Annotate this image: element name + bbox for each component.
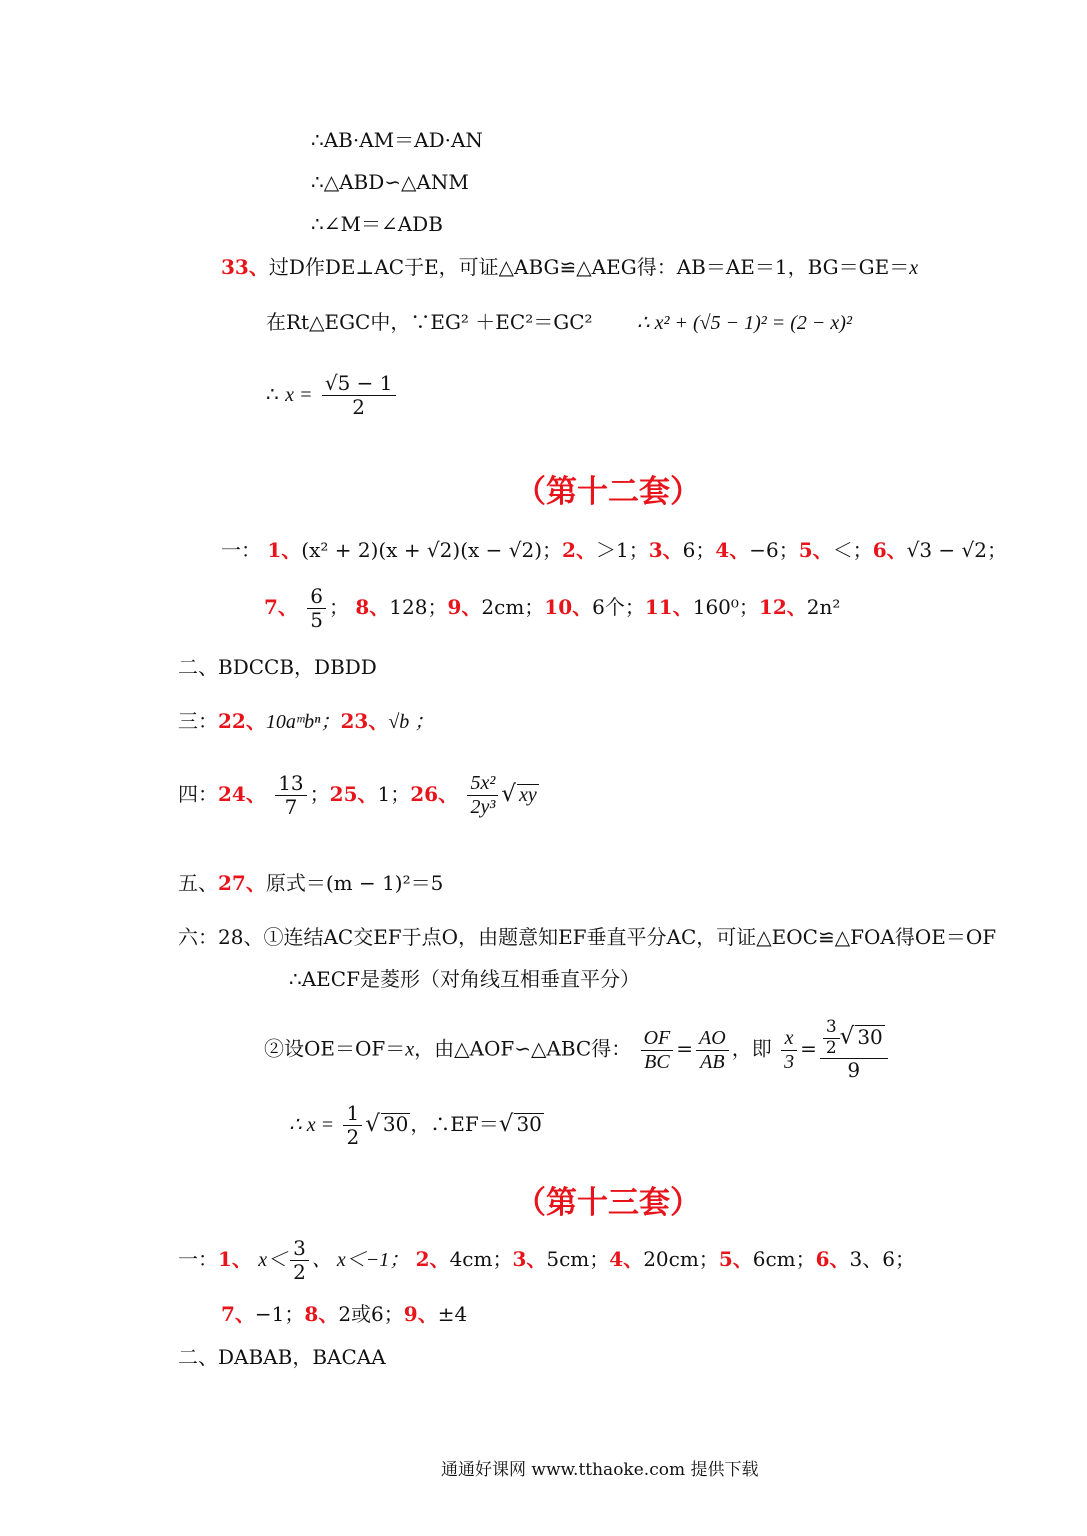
set12-q24-fraction [275,772,306,819]
set13-s1-items-row1 [416,1247,915,1271]
set12-s6-frac-of-bc [641,1027,674,1074]
set12-item7-frac-num: 6 [307,585,326,609]
set12-q23-val: √b ； [388,711,435,733]
set12-s6-ie: ，即 [731,1036,772,1061]
set12-q26-root: xy [518,784,537,806]
set12-s6-line3-x: x [405,1038,415,1061]
set13-row2-item-num-1: 8、 [304,1302,339,1326]
q33-line-2 [266,312,852,333]
set12-row1-item-val-4: ＜； [832,538,873,562]
set12-s3-label: 三： [178,709,218,733]
set13-item1-frac-den: 2 [293,1260,306,1284]
footer: 通通好课网 www.tthaoke.com 提供下载 [441,1460,759,1480]
set12-q23-num: 23、 [340,709,389,733]
set13-row2-item-val-0: −1； [254,1302,305,1326]
set12-s6-line1: 六：28、①连结AC交EF于点O，由题意知EF垂直平分AC，可证△EOC≌△FOA得OE＝OF [178,925,997,949]
set12-q22-val: 10aᵐbⁿ； [265,711,341,733]
set12-s5 [178,873,443,893]
set12-s6-frac3-den: 3 [784,1050,795,1073]
set12-row2-item-val-4: 2n² [806,595,841,619]
set12-s6-frac2-num: AO [696,1027,729,1051]
set12-s2: 二、BDCCB，DBDD [178,655,377,679]
set12-s1-row1 [221,540,1007,560]
q33-fraction [322,372,396,419]
q33-frac-num: √5 − 1 [322,372,396,396]
set12-q26-frac-num: 5x² [467,772,498,796]
set12-s5-label: 五、 [178,871,218,895]
set12-s6-frac4-den: 9 [847,1058,861,1083]
set12-row2-item-val-3: 160⁰； [692,595,759,619]
set12-item7-frac-den: 5 [310,608,324,632]
set12-s1-items-row2 [355,595,840,619]
set12-row1-item-num-5: 6、 [872,538,907,562]
set12-s6-line4-a: ∴ x = [289,1114,335,1136]
set12-s6-frac4-inner [823,1018,840,1058]
set13-row1-item-val-1: 5cm； [546,1247,610,1271]
set12-q25-num: 25、 [329,782,378,806]
set12-row2-item-val-0: 128； [389,595,448,619]
set12-s1-label: 一： [221,538,261,562]
set12-s6-half-num: 1 [343,1102,362,1126]
set12-row2-item-num-4: 12、 [758,595,807,619]
set12-s4: 四：24、 $\frac{13}{7}$ ；25、1；26、 $\frac{\text{5x²}}{\text{2y³}}$ √ xy [178,771,537,819]
set12-s6-line2: ∴AECF是菱形（对角线互相垂直平分） [289,967,640,991]
set13-row1-item-num-2: 4、 [609,1247,644,1271]
set13-row1-item-val-3: 6cm； [752,1247,816,1271]
q33-var-x: x [909,257,919,279]
set12-row1-item-val-2: 6； [682,538,716,562]
set13-s1-row2 [221,1304,467,1324]
set12-title: （第十二套） [515,474,701,510]
set12-q26-num: 26、 [410,782,459,806]
set13-row1-item-num-0: 2、 [415,1247,450,1271]
set13-item1-frac-num: 3 [290,1237,309,1261]
set12-q22-num: 22、 [218,709,266,733]
set12-q26-frac-den: 2y³ [470,796,496,818]
set12-s6-frac4-num: $\frac{3}{2}$ √ 30 [820,1018,888,1059]
set12-row1-item-val-3: −6； [749,538,799,562]
set13-title: （第十三套） [515,1185,701,1221]
q33-line-1 [221,257,918,278]
set12-q27-num: 27、 [218,871,266,895]
set13-row2-item-num-0: 7、 [221,1302,255,1326]
set12-s6-frac-big [820,1018,888,1082]
set12-row2-item-val-2: 6个； [592,595,645,619]
set12-s6-line4-root2: 30 [516,1112,542,1136]
set12-s6-frac2-den: AB [700,1050,725,1073]
q33-frac-den: 2 [352,395,366,419]
proof-line-1: ∴AB·AM＝AD·AN [311,128,483,152]
set12-s1-row2: 7、 $\frac{6}{5}$ ； 8、128；9、2cm；10、6个；11、160⁰；12、2n² [264,584,841,632]
set12-q27-val: 原式＝(m − 1)²＝5 [265,871,444,895]
q33-therefore: ∴ [266,382,279,406]
set12-row2-item-val-1: 2cm； [481,595,545,619]
set12-s6-frac3-num: x [781,1027,797,1051]
set12-s6-line3-a: ②设OE＝OF＝ [264,1036,406,1061]
set12-s3 [178,711,434,732]
set12-row2-item-num-2: 10、 [544,595,593,619]
set13-row1-item-val-4: 3、6； [849,1247,915,1271]
set12-s1-items-row1 [267,538,1007,562]
set12-q24-frac-den: 7 [284,795,298,819]
set12-row1-item-num-0: 1、 [267,538,302,562]
set12-row1-item-val-1: ＞1； [595,538,649,562]
set12-s6-line3-b: ，由△AOF∽△ABC得： [414,1036,632,1061]
set12-item7-num: 7、 [264,595,298,619]
q33-text: 过D作DE⊥AC于E，可证△ABG≌△AEG得：AB＝AE＝1，BG＝GE＝ [268,255,910,279]
set12-row1-item-val-5: √3 − √2； [906,538,1008,562]
set12-row1-item-val-0: (x² + 2)(x + √2)(x − √2)； [301,538,563,562]
set13-row2-item-val-2: ±4 [437,1302,468,1326]
set12-s6-line3: ②设OE＝OF＝x，由△AOF∽△ABC得： $\frac{OF}{BC}$ = $\frac{AO}{AB}$ ，即 $\frac{x}{3}$ = $\frac{3}{2}$ √ 30 9 [264,1018,891,1082]
set12-row2-item-num-0: 8、 [355,595,390,619]
set13-item1-a: x＜ [258,1249,288,1271]
set13-item1-num: 1、 [218,1247,252,1271]
set13-row1-item-num-1: 3、 [512,1247,547,1271]
set12-q24-num: 24、 [218,782,266,806]
q33-line2-math: ∴ x² + (√5 − 1)² = (2 − x)² [636,312,852,334]
set12-row2-item-num-1: 9、 [447,595,482,619]
set12-row1-item-num-1: 2、 [562,538,596,562]
set12-s6-line4-b: ，∴EF＝ [410,1112,499,1136]
set12-row1-item-num-4: 5、 [798,538,833,562]
set12-row1-item-num-2: 3、 [648,538,683,562]
set13-s1-label: 一： [178,1247,218,1271]
set12-item7-fraction [307,585,326,632]
set13-s2: 二、DABAB，BACAA [178,1345,386,1369]
set13-row2-item-val-1: 2或6； [338,1302,404,1326]
set12-s6-frac4-inner-den: 2 [825,1037,837,1058]
set12-s6-frac-ao-ab [696,1027,729,1074]
set12-s6-frac1-num: OF [641,1027,674,1051]
set12-row1-item-num-3: 4、 [715,538,750,562]
set13-row1-item-num-4: 6、 [815,1247,850,1271]
set13-row1-item-num-3: 5、 [718,1247,753,1271]
set12-s6-half [343,1102,362,1149]
q33-line2-text: 在Rt△EGC中，∵EG² ＋EC²＝GC² [266,310,593,334]
proof-line-3: ∴∠M＝∠ADB [311,212,443,236]
set13-s1-items-row2 [221,1302,467,1326]
q33-number: 33、 [221,255,269,279]
set12-s6-frac4-inner-num: 3 [823,1018,840,1039]
set12-q25-val: 1； [377,782,411,806]
q33-line-3: ∴ x = $\frac{√5 - 1}{2}$ [266,372,399,419]
set13-s1-row1 [178,1237,915,1284]
set13-row1-item-val-2: 20cm； [643,1247,719,1271]
set12-s6-half-den: 2 [346,1125,360,1149]
set13-item1-fraction [290,1237,309,1284]
set12-s6-frac4-root: 30 [857,1024,883,1049]
set12-q24-frac-num: 13 [275,772,306,796]
set13-item1-b: 、 x＜−1； [311,1249,410,1271]
set12-s6-line4-root: 30 [382,1112,409,1136]
set12-q26-fraction [467,772,498,819]
set12-s6-line4: ∴ x = $\frac{1}{2}$ √ 30 ，∴EF＝√ 30 [289,1101,542,1149]
proof-line-2: ∴△ABD∽△ANM [311,170,469,194]
set12-s4-label: 四： [178,782,218,806]
set13-row1-item-val-0: 4cm； [449,1247,513,1271]
set12-s6-frac1-den: BC [644,1050,670,1073]
set13-row2-item-num-2: 9、 [403,1302,438,1326]
set12-row2-item-num-3: 11、 [644,595,693,619]
set12-s6-frac-x-3 [781,1027,797,1074]
